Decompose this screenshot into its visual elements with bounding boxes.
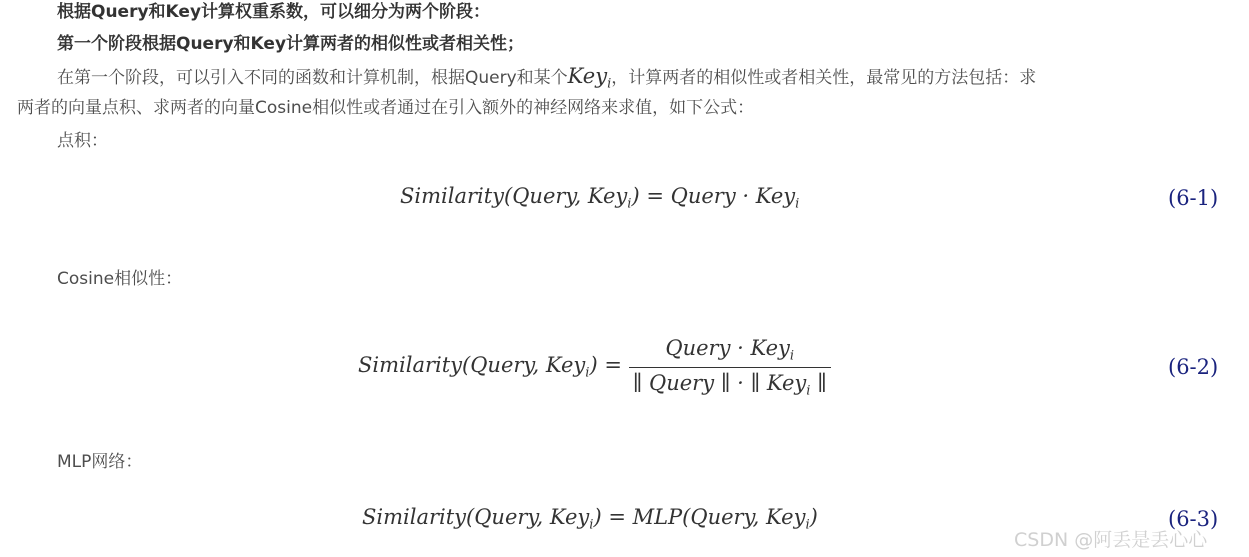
equation-number-6-3: (6-3) xyxy=(1168,507,1219,531)
cosine-denominator: ∥ Query ∥ · ∥ Key$_i$ ∥ xyxy=(632,370,827,399)
equation-number-6-1: (6-1) xyxy=(1168,186,1219,210)
body-text: ，计算两者的相似性或者相关性，最常见的方法包括：求 xyxy=(611,68,1037,88)
heading-two-stages: 根据Query和Key计算权重系数，可以细分为两个阶段： xyxy=(57,2,491,22)
csdn-watermark: CSDN @阿丢是丢心心 xyxy=(1014,529,1208,551)
body-text: 在第一个阶段，可以引入不同的函数和计算机制，根据Query和某个 xyxy=(57,68,568,88)
inline-math-key: Key$_i$ xyxy=(567,64,612,92)
cosine-numerator: Query · Key$_i$ xyxy=(629,336,831,368)
label-mlp-network: MLP网络： xyxy=(57,452,143,472)
equation-mlp: Similarity(Query, Key$_i$) = MLP(Query, Key$_i$) xyxy=(362,505,818,533)
equation-cosine: Similarity(Query, Key$_i$) = $\frac{Query \cdot Key_i}{\parallel Query \parallel \cdot \parallel Key_i \parallel}$ xyxy=(358,336,831,398)
cosine-fraction xyxy=(629,336,831,398)
label-cosine-similarity: Cosine相似性： xyxy=(57,269,183,289)
label-dot-product: 点积： xyxy=(57,131,108,151)
equation-number-6-2: (6-2) xyxy=(1168,355,1219,379)
equation-dot-product: Similarity(Query, Key$_i$) = Query · Key$_i$ xyxy=(400,184,800,212)
body-paragraph-line-2: 两者的向量点积、求两者的向量Cosine相似性或者通过在引入额外的神经网络来求值，如下公式： xyxy=(17,98,755,118)
heading-stage-one: 第一个阶段根据Query和Key计算两者的相似性或者相关性； xyxy=(57,34,525,54)
